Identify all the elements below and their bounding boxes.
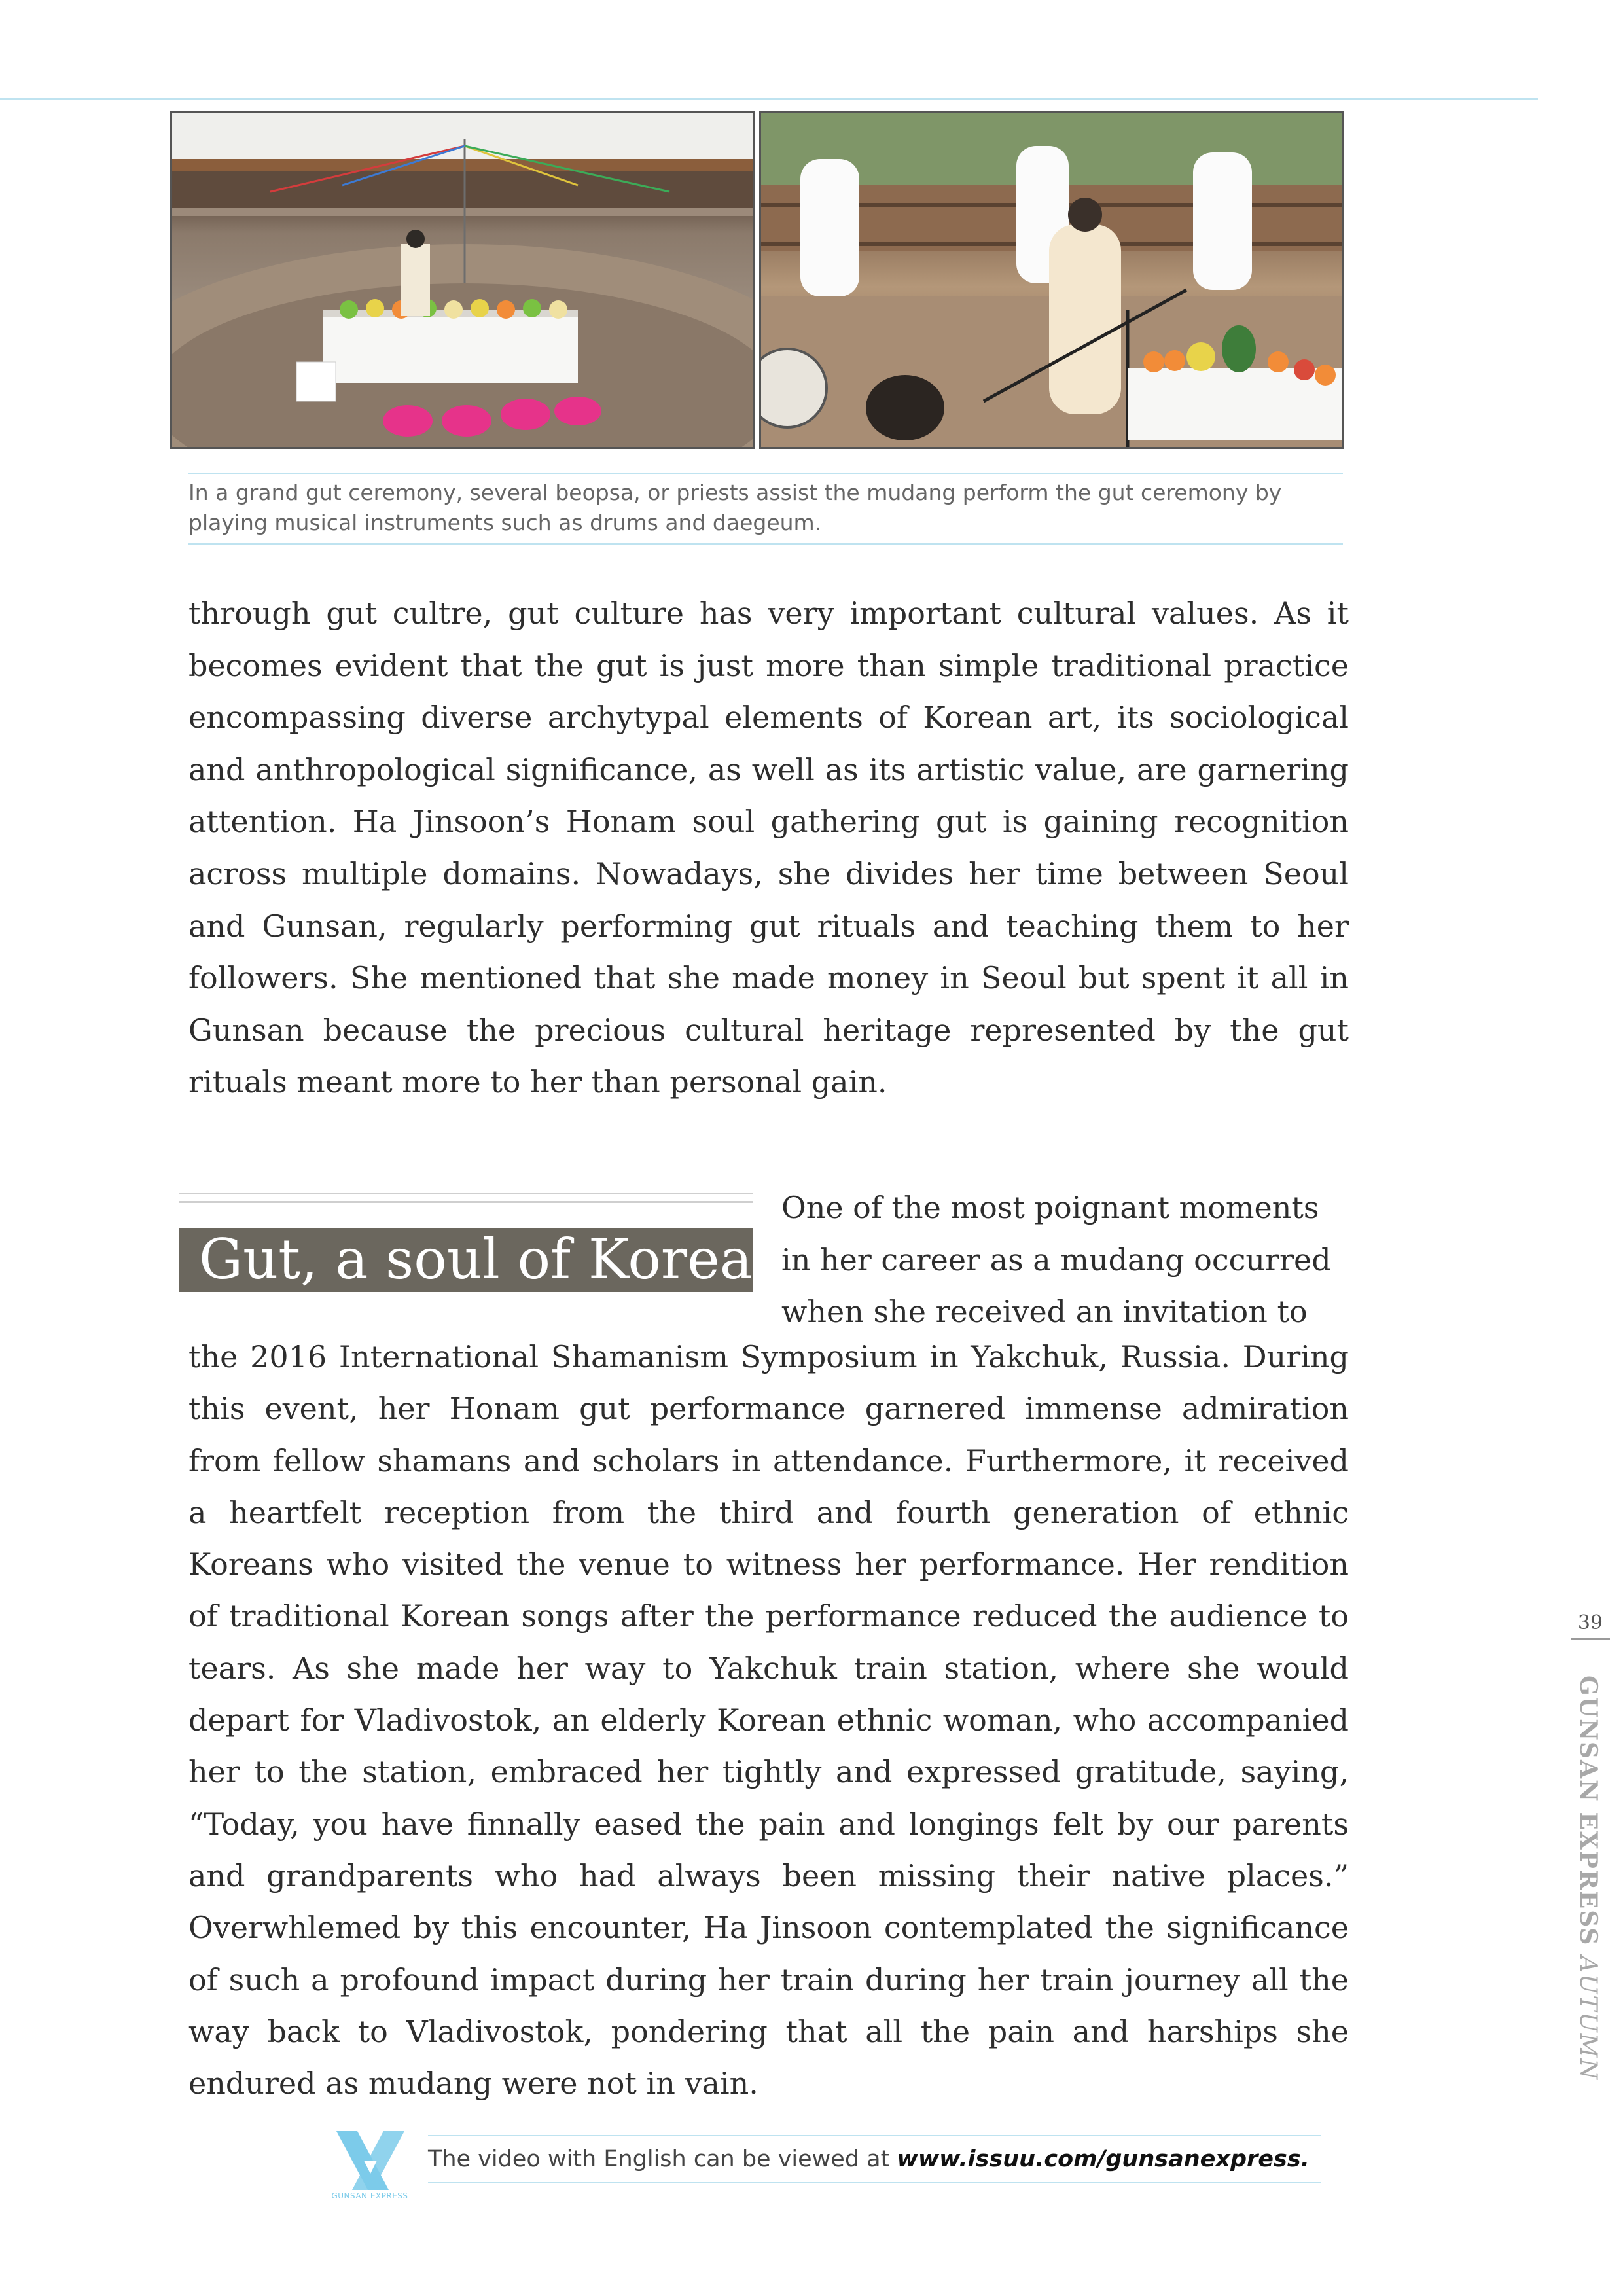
top-rule xyxy=(0,98,1538,100)
body-paragraph-1: through gut cultre, gut culture has very important cultural values. As it becomes evident that the gut is just more than simple traditional practice encompassing diverse archytypal elements of Korean art, its sociological and anthropological significance, as well as its artistic value, are garnering attention. Ha Jinsoon’s Honam soul gathering gut is gaining recognition across multiple domains. Nowadays, she divides her time between Seoul and Gunsan, regularly performing gut rituals and teaching them to her followers. She mentioned that she made money in Seoul but spent it all in Gunsan because the precious cultural heritage represented by the gut rituals meant more to her than personal gain. xyxy=(188,596,1349,1100)
vertical-brand xyxy=(1569,1676,1609,2081)
photo-caption: In a grand gut ceremony, several beopsa, or priests assist the mudang perform the gut ceremony by playing musical instruments such as drums and daegeum. xyxy=(188,473,1343,545)
section-heading-block xyxy=(179,1193,753,1292)
footer-note xyxy=(428,2135,1321,2183)
footer-text: The video with English can be viewed at xyxy=(428,2146,897,2172)
ceremony-photo xyxy=(170,111,755,449)
brand-season: AUTUMN xyxy=(1575,1955,1601,2081)
heading-rule xyxy=(179,1193,753,1203)
footer-logo-label: GUNSAN EXPRESS xyxy=(331,2191,408,2200)
ceremony-scene xyxy=(172,113,755,449)
heading-side-text xyxy=(781,1182,1344,1338)
side-line: in her career as a mudang occurred xyxy=(781,1242,1331,1278)
brand-name: GUNSAN EXPRESS xyxy=(1575,1676,1602,1946)
singer-scene xyxy=(761,113,1344,449)
body-paragraph-2: the 2016 International Shamanism Symposium in Yakchuk, Russia. During this event, her Honam gut performance garnered immense admiration from fellow shamans and scholars in attendance. Furthermore, it received a heartfelt reception from the third and fourth generation of ethnic Koreans who visited the venue to witness her performance. Her rendition of traditional Korean songs after the performance reduced the audience to tears. As she made her way to Yakchuk train station, where she would depart for Vladivostok, an elderly Korean ethnic woman, who accompanied her to the station, embraced her tightly and expressed gratitude, saying, “Today, you have finnally eased the pain and longings felt by our parents and grandparents who had always been missing their native places.” Overwhlemed by this encounter, Ha Jinsoon contemplated the significance of such a profound impact during her train during her train journey all the way back to Vladivostok, pondering that all the pain and harships she endured as mudang were not in vain. xyxy=(188,1339,1349,2102)
gunsan-express-logo-icon xyxy=(331,2125,410,2198)
section-heading: Gut, a soul of Korea xyxy=(179,1228,753,1292)
singer-photo xyxy=(759,111,1344,449)
side-line: One of the most poignant moments xyxy=(781,1190,1319,1225)
footer-url-link[interactable]: www.issuu.com/gunsanexpress. xyxy=(897,2146,1310,2172)
page-number: 39 xyxy=(1571,1611,1610,1640)
side-line: when she received an invitation to xyxy=(781,1294,1308,1329)
